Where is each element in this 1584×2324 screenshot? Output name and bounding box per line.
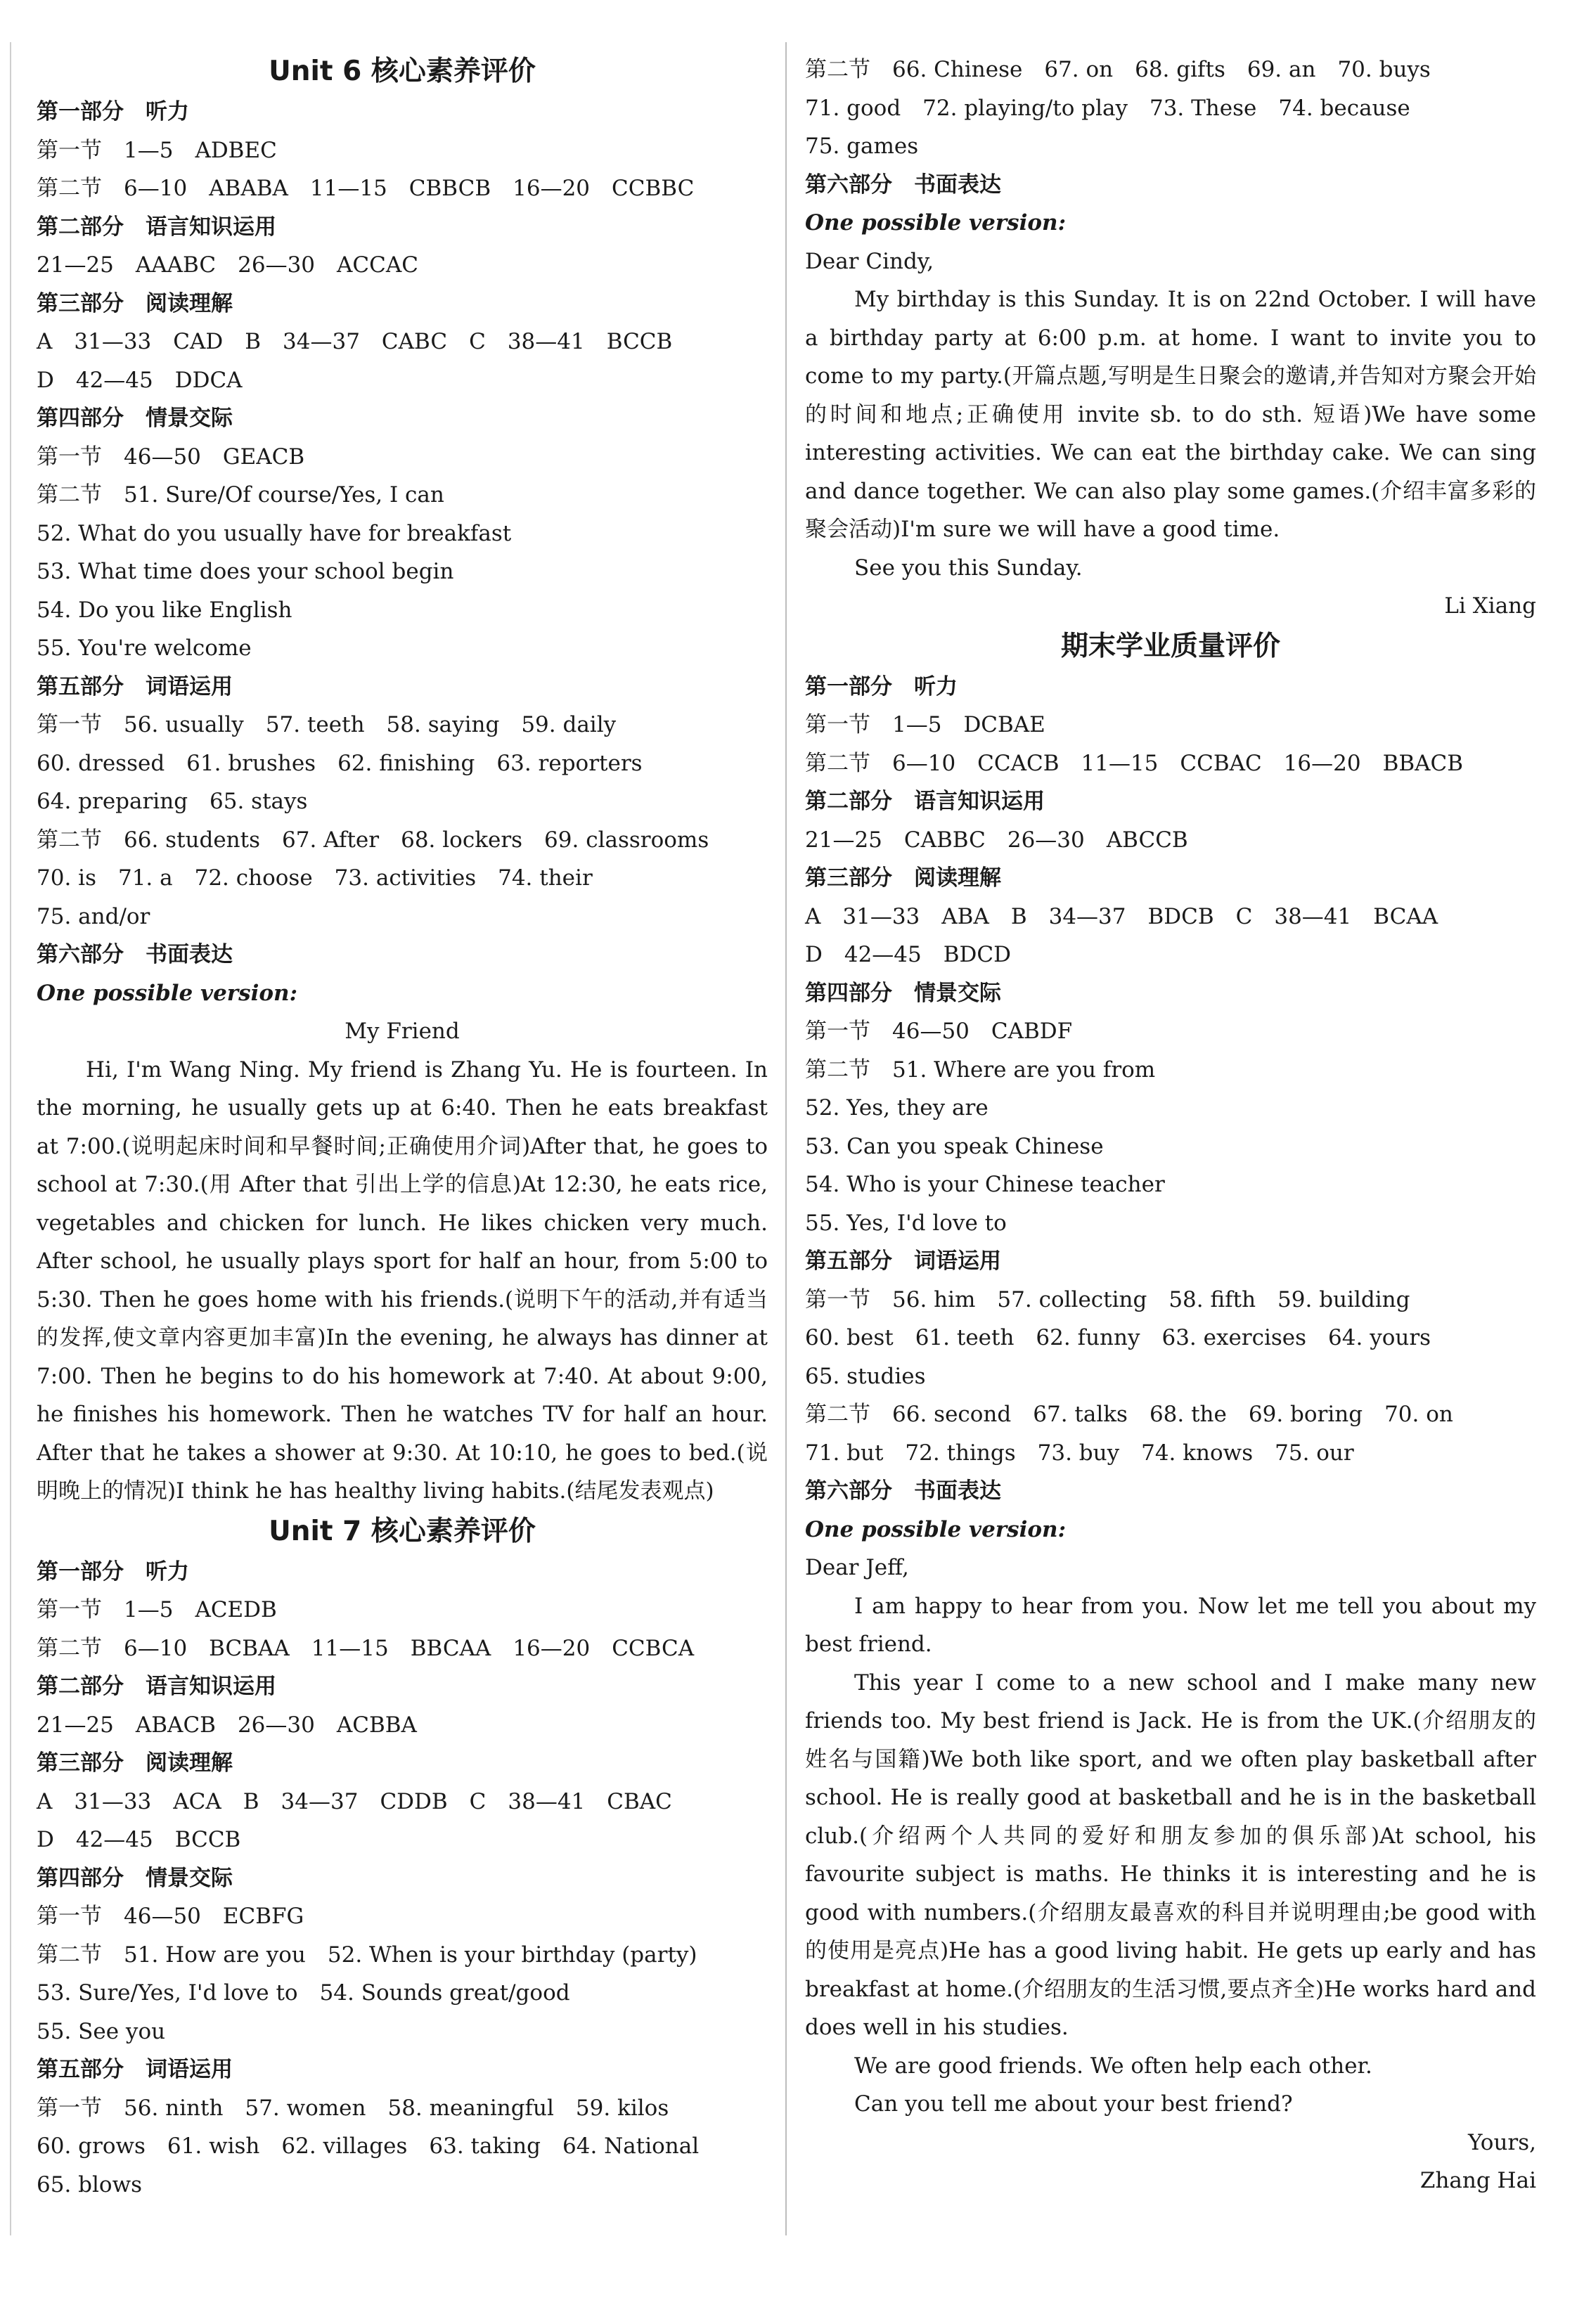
answer-line: 54. Who is your Chinese teacher	[805, 1172, 1165, 1197]
section-heading: 第三部分 阅读理解	[805, 865, 1001, 891]
answer-line: 60. grows 61. wish 62. villages 63. taking 64. National	[37, 2133, 700, 2159]
unit6-title: Unit 6 核心素养评价	[269, 56, 536, 87]
answer-line: 55. See you	[37, 2018, 166, 2044]
section-heading: 第一部分 听力	[805, 673, 958, 699]
answer-line: 53. Sure/Yes, I'd love to 54. Sounds great/good	[37, 1980, 570, 2006]
final-letter-p4: Can you tell me about your best friend?	[854, 2091, 1293, 2117]
final-letter-sign-yours: Yours,	[1468, 2129, 1536, 2155]
unit7-title: Unit 7 核心素养评价	[269, 1515, 536, 1547]
answer-line: 53. Can you speak Chinese	[805, 1133, 1104, 1159]
section-heading: 第四部分 情景交际	[805, 980, 1001, 1006]
answer-line: 75. games	[805, 134, 919, 159]
final-version-label: One possible version:	[805, 1516, 1067, 1542]
section-heading: 第二部分 语言知识运用	[37, 214, 276, 240]
answer-line: 第一节 46—50 CABDF	[805, 1019, 1073, 1044]
section-heading: 第一部分 听力	[37, 99, 189, 124]
answer-line: 54. Do you like English	[37, 597, 292, 623]
answer-line: 第二节 6—10 ABABA 11—15 CBBCB 16—20 CCBBC	[37, 176, 695, 201]
answer-line: 71. but 72. things 73. buy 74. knows 75. our	[805, 1440, 1354, 1466]
unit6-essay-title: My Friend	[345, 1019, 460, 1044]
right-column	[805, 51, 1536, 2200]
answer-line: 第一节 1—5 ADBEC	[37, 137, 277, 163]
unit6-version-label: One possible version:	[37, 980, 298, 1006]
answer-line: 52. Yes, they are	[805, 1095, 989, 1121]
answer-line: 第二节 66. Chinese 67. on 68. gifts 69. an 70. buys	[805, 57, 1431, 82]
column-divider	[785, 42, 787, 2235]
answer-line: D 42—45 BCCB	[37, 1827, 241, 1852]
answer-line: A 31—33 CAD B 34—37 CABC C 38—41 BCCB	[37, 329, 673, 354]
section-heading: 第五部分 词语运用	[805, 1248, 1001, 1274]
answer-line: 第二节 66. students 67. After 68. lockers 69. classrooms	[37, 827, 709, 853]
section-heading: 第二部分 语言知识运用	[805, 789, 1045, 814]
unit7-letter-closing: See you this Sunday.	[854, 555, 1083, 581]
section-heading: 第六部分 书面表达	[805, 1478, 1001, 1504]
answer-line: 60. best 61. teeth 62. funny 63. exercises 64. yours	[805, 1325, 1431, 1350]
section-heading: 第四部分 情景交际	[37, 406, 233, 431]
answer-line: 第一节 1—5 DCBAE	[805, 712, 1045, 737]
answer-line: 65. blows	[37, 2171, 143, 2197]
answer-line: A 31—33 ABA B 34—37 BDCB C 38—41 BCAA	[805, 903, 1438, 929]
final-letter-sign-name: Zhang Hai	[1419, 2168, 1536, 2193]
answer-line: 第二节 6—10 CCACB 11—15 CCBAC 16—20 BBACB	[805, 750, 1464, 776]
answer-line: 60. dressed 61. brushes 62. finishing 63. reporters	[37, 750, 643, 776]
answer-line: 第一节 56. him 57. collecting 58. fifth 59. building	[805, 1286, 1410, 1312]
final-letter-greeting: Dear Jeff,	[805, 1555, 909, 1580]
answer-line: 第一节 46—50 GEACB	[37, 444, 305, 470]
section-heading: 第二部分 语言知识运用	[37, 1674, 276, 1699]
section-heading: 第四部分 情景交际	[37, 1865, 233, 1891]
answer-line: 21—25 AAABC 26—30 ACCAC	[37, 252, 418, 278]
answer-line: 55. Yes, I'd love to	[805, 1210, 1007, 1236]
answer-line: 52. What do you usually have for breakfast	[37, 520, 512, 546]
section-heading: 第一部分 听力	[37, 1558, 189, 1584]
answer-line: 64. preparing 65. stays	[37, 789, 308, 814]
answer-line: 第一节 1—5 ACEDB	[37, 1597, 277, 1622]
final-title: 期末学业质量评价	[1060, 630, 1280, 662]
final-letter-p1: I am happy to hear from you. Now let me tell you about my best friend.	[805, 1593, 1536, 1657]
unit7-letter-greeting: Dear Cindy,	[805, 248, 934, 274]
answer-line: 71. good 72. playing/to play 73. These 74. because	[805, 95, 1410, 121]
unit7-answer-lines	[37, 1553, 768, 2204]
section-heading: 第六部分 书面表达	[37, 942, 233, 967]
answer-line: 70. is 71. a 72. choose 73. activities 74. their	[37, 865, 593, 891]
answer-line: A 31—33 ACA B 34—37 CDDB C 38—41 CBAC	[37, 1788, 672, 1814]
unit7-version-label: One possible version:	[805, 210, 1067, 235]
section-heading: 第六部分 书面表达	[805, 172, 1001, 198]
answer-line: D 42—45 DDCA	[37, 367, 243, 393]
unit6-essay: Hi, I'm Wang Ning. My friend is Zhang Yu. He is fourteen. In the morning, he usually gets up at 6:40. Then he eats breakfast at 7:00.(说明起床时间和早餐时间;正确使用介词)After that, he goes to school at 7:30.(用 After that 引出上学的信息)At 12:30, he eats rice, vegetables and chicken for lunch. He likes chicken very much. After school, he usually plays sport for half an hour, from 5:00 to 5:30. Then he goes home with his friends.(说明下午的活动,并有适当的发挥,使文章内容更加丰富)In the evening, he always has dinner at 7:00. Then he begins to do his homework at 7:40. At about 9:00, he finishes his homework. Then he watches TV for half an hour. After that he takes a shower at 9:30. At 10:10, he goes to bed.(说明晚上的情况)I think he has healthy living habits.(结尾发表观点)	[37, 1057, 768, 1504]
answer-line: D 42—45 BDCD	[805, 942, 1011, 967]
answer-line: 第一节 56. ninth 57. women 58. meaningful 59. kilos	[37, 2095, 669, 2121]
final-letter-p2: This year I come to a new school and I make many new friends too. My best friend is Jack. He is from the UK.(介绍朋友的姓名与国籍)We both like sport, and we often play basketball after school. He is really good at basketball and he is in the basketball club.(介绍两个人共同的爱好和朋友参加的俱乐部)At school, his favourite subject is maths. He thinks it is interesting and he is good with numbers.(介绍朋友最喜欢的科目并说明理由;be good with 的使用是亮点)He has a good living habit. He gets up early and has breakfast at home.(介绍朋友的生活习惯,要点齐全)He works hard and does well in his studies.	[805, 1670, 1536, 2040]
section-heading: 第五部分 词语运用	[37, 2057, 233, 2082]
unit7-cont-lines	[805, 51, 1536, 204]
left-margin-rule	[10, 42, 11, 2235]
final-answer-lines	[805, 668, 1536, 1511]
answer-line: 75. and/or	[37, 903, 150, 929]
unit7-letter-signature: Li Xiang	[1444, 593, 1536, 619]
answer-line: 53. What time does your school begin	[37, 559, 454, 584]
final-letter-p3: We are good friends. We often help each other.	[854, 2053, 1372, 2079]
answer-line: 65. studies	[805, 1363, 926, 1389]
answer-line: 21—25 CABBC 26—30 ABCCB	[805, 827, 1188, 853]
answer-line: 第一节 56. usually 57. teeth 58. saying 59. daily	[37, 712, 617, 737]
answer-line: 第二节 66. second 67. talks 68. the 69. boring 70. on	[805, 1402, 1453, 1427]
answer-line: 55. You're welcome	[37, 635, 252, 661]
answer-line: 第二节 6—10 BCBAA 11—15 BBCAA 16—20 CCBCA	[37, 1635, 695, 1661]
section-heading: 第三部分 阅读理解	[37, 1750, 233, 1776]
answer-line: 第二节 51. Sure/Of course/Yes, I can	[37, 482, 444, 508]
answer-line: 21—25 ABACB 26—30 ACBBA	[37, 1712, 417, 1738]
section-heading: 第三部分 阅读理解	[37, 290, 233, 316]
unit7-letter-body: My birthday is this Sunday. It is on 22nd October. I will have a birthday party at 6:00 p.m. at home. I want to invite you to come to my party.(开篇点题,写明是生日聚会的邀请,并告知对方聚会开始的时间和地点;正确使用 invite sb. to do sth. 短语)We have some interesting activities. We can eat the birthday cake. We can sing and dance together. We can also play some games.(介绍丰富多彩的聚会活动)I'm sure we will have a good time.	[805, 287, 1536, 542]
answer-line: 第一节 46—50 ECBFG	[37, 1904, 304, 1929]
section-heading: 第五部分 词语运用	[37, 673, 233, 699]
answer-line: 第二节 51. How are you 52. When is your birthday (party)	[37, 1942, 697, 1968]
left-column	[37, 51, 768, 2204]
unit6-answer-lines	[37, 93, 768, 974]
answer-line: 第二节 51. Where are you from	[805, 1057, 1156, 1083]
